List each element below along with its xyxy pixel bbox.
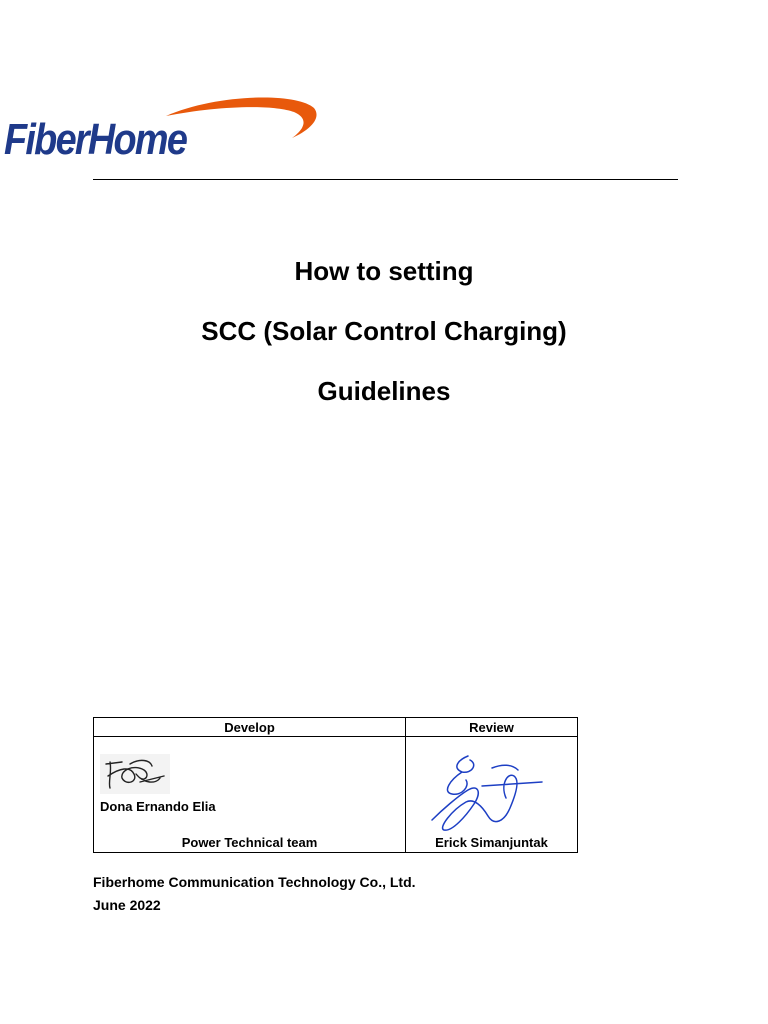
table-row-divider (94, 736, 577, 737)
title-line-3: Guidelines (317, 376, 451, 406)
company-name: Fiberhome Communication Technology Co., Ltd. (93, 874, 416, 890)
developer-signature-icon (100, 754, 170, 794)
header-divider (93, 179, 678, 180)
table-column-divider (405, 718, 406, 852)
developer-name: Dona Ernando Elia (100, 799, 216, 814)
title-line-1: How to setting (294, 256, 474, 286)
title-line-2: SCC (Solar Control Charging) (201, 316, 567, 346)
review-header: Review (469, 720, 514, 735)
reviewer-signature-icon (422, 750, 548, 836)
reviewer-name: Erick Simanjuntak (435, 835, 548, 850)
develop-header: Develop (224, 720, 275, 735)
document-date: June 2022 (93, 897, 161, 913)
logo-wordmark: FiberHome (4, 115, 187, 164)
signature-table (93, 717, 578, 853)
developer-team: Power Technical team (181, 835, 318, 850)
